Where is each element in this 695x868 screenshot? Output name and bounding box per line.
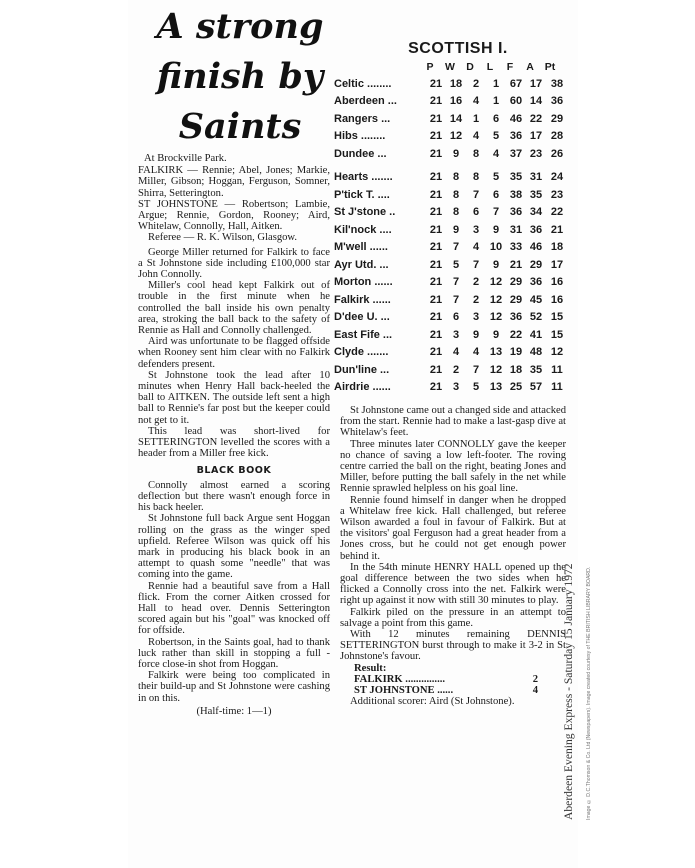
table-cell: 31 — [529, 171, 543, 184]
table-cell: 33 — [509, 241, 523, 254]
table-cell: 21 — [429, 77, 443, 90]
team-name: Falkirk ...... — [334, 293, 391, 306]
result-line-falkirk — [340, 674, 566, 685]
table-cell: 21 — [429, 130, 443, 143]
article-paragraph: Rennie found himself in danger when he dropped a Whitelaw free kick. Hall challenged, but referee Wilson awarded a foul in favour of Falkirk. But at the visitors' goal Ferguson had a great header from a Jones cross, but he could not get enough power behind it. — [340, 494, 566, 562]
table-cell: 16 — [550, 293, 564, 306]
result-team: ST JOHNSTONE ...... — [354, 685, 454, 697]
image-credit: Image © D.C.Thomson & Co. Ltd (Newspapers). Image created courtesy of THE BRITISH LIBRARY BOARD. — [586, 566, 592, 820]
team-name: Rangers ... — [334, 112, 391, 125]
article-paragraph: St Johnstone took the lead after 10 minutes when Henry Hall back-heeled the ball to AITKEN. The outside left sent a high ball to Rennie's far post but the keeper could not get to it. — [138, 369, 330, 426]
article-paragraph: Aird was unfortunate to be flagged offside when Rooney sent him clear with no Falkirk defenders present. — [138, 336, 330, 370]
team-name: Dundee ... — [334, 147, 387, 160]
table-cell: 21 — [429, 171, 443, 184]
league-table-header — [420, 61, 574, 75]
column-header: W — [445, 61, 455, 73]
table-cell: 7 — [492, 206, 500, 219]
article-paragraph: Rennie had a beautiful save from a Hall flick. From the corner Aitken crossed for Hall to head over. Dennis Setterington scored again but his "goal" was knocked off for offside. — [138, 580, 330, 637]
table-cell: 29 — [550, 112, 564, 125]
table-cell: 19 — [509, 346, 523, 359]
result-label: Result: — [354, 662, 387, 674]
article-column-2 — [340, 405, 566, 707]
table-row — [334, 239, 574, 257]
table-cell: 2 — [472, 276, 480, 289]
table-cell: 23 — [529, 147, 543, 160]
team-name: Kil'nock .... — [334, 223, 392, 236]
article-paragraph: Miller's cool head kept Falkirk out of trouble in the first minute when he controlled the ball inside his own penalty area, stroking the ball back to the safety of Rennie as Hall and Connolly challenged. — [138, 280, 330, 337]
table-cell: 7 — [452, 241, 460, 254]
result-score: 4 — [532, 685, 538, 697]
team-name: Airdrie ...... — [334, 381, 391, 394]
table-cell: 21 — [429, 206, 443, 219]
team-name: Clyde ....... — [334, 346, 389, 359]
table-cell: 15 — [550, 328, 564, 341]
table-row — [334, 256, 574, 274]
table-row — [334, 204, 574, 222]
table-cell: 5 — [452, 258, 460, 271]
table-cell: 35 — [529, 363, 543, 376]
table-cell: 21 — [429, 363, 443, 376]
table-cell: 36 — [509, 206, 523, 219]
table-cell: 9 — [472, 328, 480, 341]
team-name: P'tick T. .... — [334, 188, 390, 201]
table-row — [334, 274, 574, 292]
table-cell: 35 — [509, 171, 523, 184]
table-cell: 21 — [550, 223, 564, 236]
table-cell: 21 — [429, 311, 443, 324]
table-cell: 21 — [509, 258, 523, 271]
table-row — [334, 186, 574, 204]
table-row — [334, 145, 574, 163]
table-cell: 14 — [449, 112, 463, 125]
table-cell: 11 — [551, 381, 563, 394]
article-column-1 — [138, 153, 330, 717]
table-cell: 21 — [429, 241, 443, 254]
table-cell: 21 — [429, 328, 443, 341]
table-row — [334, 110, 574, 128]
table-row — [334, 379, 574, 397]
table-cell: 4 — [472, 130, 480, 143]
headline: A strong finish by Saints — [156, 6, 324, 147]
article-paragraph: With 12 minutes remaining DENNIS SETTERINGTON burst through to make it 3-2 in St Johnstone's favour. — [340, 629, 566, 663]
table-row — [334, 344, 574, 362]
table-cell: 29 — [509, 276, 523, 289]
half-time-score: (Half-time: 1—1) — [196, 705, 272, 717]
table-cell: 34 — [529, 206, 543, 219]
table-cell: 22 — [550, 206, 564, 219]
table-row — [334, 361, 574, 379]
table-cell: 4 — [472, 241, 480, 254]
table-cell: 4 — [452, 346, 460, 359]
table-cell: 9 — [452, 147, 460, 160]
table-cell: 22 — [529, 112, 543, 125]
team-name: Aberdeen ... — [334, 95, 397, 108]
table-cell: 41 — [529, 328, 543, 341]
table-cell: 6 — [472, 206, 480, 219]
table-cell: 29 — [529, 258, 543, 271]
table-cell: 21 — [429, 95, 443, 108]
table-cell: 4 — [472, 95, 480, 108]
table-cell: 3 — [452, 381, 460, 394]
table-row — [334, 75, 574, 93]
column-header: P — [426, 61, 434, 73]
team-name: M'well ...... — [334, 241, 388, 254]
table-cell: 7 — [452, 276, 460, 289]
table-cell: 3 — [472, 223, 480, 236]
column-header: F — [506, 61, 514, 73]
table-cell: 48 — [529, 346, 543, 359]
table-cell: 1 — [492, 77, 500, 90]
referee-line: Referee — R. K. Wilson, Glasgow. — [148, 232, 298, 244]
table-cell: 38 — [550, 77, 564, 90]
article-paragraph: Three minutes later CONNOLLY gave the keeper no chance of saving a low left-footer. The roving centre carried the ball on the right, beating Jones and Miller, before putting the ball safely in the net while Rennie sprawled helpless on his goal line. — [340, 438, 566, 495]
table-cell: 23 — [550, 188, 564, 201]
table-cell: 3 — [452, 328, 460, 341]
table-cell: 36 — [509, 130, 523, 143]
table-cell: 9 — [452, 223, 460, 236]
table-cell: 21 — [429, 346, 443, 359]
league-table-title: SCOTTISH I. — [408, 40, 508, 57]
team-name: Hearts ....... — [334, 171, 393, 184]
table-cell: 1 — [492, 95, 500, 108]
article-paragraph: This lead was short-lived for SETTERINGTON levelled the scores with a header from a Miller free kick. — [138, 425, 330, 460]
result-team: FALKIRK ............... — [354, 673, 446, 685]
team-name: Morton ...... — [334, 276, 393, 289]
table-cell: 12 — [449, 130, 463, 143]
table-cell: 12 — [489, 293, 503, 306]
table-cell: 5 — [492, 171, 500, 184]
table-cell: 17 — [529, 130, 543, 143]
table-cell: 8 — [472, 147, 480, 160]
table-cell: 57 — [529, 381, 543, 394]
table-cell: 35 — [529, 188, 543, 201]
table-cell: 6 — [492, 112, 500, 125]
table-row — [334, 309, 574, 327]
table-cell: 21 — [429, 381, 443, 394]
table-cell: 12 — [489, 276, 503, 289]
source-caption: Aberdeen Evening Express - Saturday 15 January 1972 — [562, 563, 575, 820]
table-row — [334, 93, 574, 111]
column-header: Pt — [544, 61, 556, 73]
table-cell: 24 — [550, 171, 564, 184]
table-cell: 52 — [529, 311, 543, 324]
table-row — [334, 291, 574, 309]
table-cell: 12 — [489, 311, 503, 324]
table-cell: 28 — [550, 130, 564, 143]
table-cell: 6 — [452, 311, 460, 324]
table-cell: 2 — [472, 77, 480, 90]
table-cell: 3 — [472, 311, 480, 324]
table-cell: 21 — [429, 147, 443, 160]
table-cell: 22 — [509, 328, 523, 341]
table-cell: 8 — [472, 171, 480, 184]
table-cell: 67 — [509, 77, 523, 90]
team-name: D'dee U. ... — [334, 311, 390, 324]
subheading-black-book: BLACK BOOK — [196, 465, 272, 477]
table-cell: 6 — [492, 188, 500, 201]
article-paragraph: George Miller returned for Falkirk to face a St Johnstone side including £100,000 star John Connolly. — [138, 246, 330, 281]
league-table-rows — [334, 75, 574, 396]
table-cell: 18 — [509, 363, 523, 376]
additional-scorer: Additional scorer: Aird (St Johnstone). — [350, 696, 515, 708]
table-cell: 31 — [509, 223, 523, 236]
table-cell: 37 — [509, 147, 523, 160]
table-cell: 1 — [472, 112, 480, 125]
team-name: Ayr Utd. ... — [334, 258, 389, 271]
table-cell: 16 — [550, 276, 564, 289]
table-cell: 7 — [472, 188, 480, 201]
table-row — [334, 128, 574, 146]
table-cell: 36 — [509, 311, 523, 324]
table-cell: 7 — [452, 293, 460, 306]
table-cell: 17 — [529, 77, 543, 90]
article-paragraph: St Johnstone came out a changed side and attacked from the start. Rennie had to make a last-gasp dive at Whitelaw's feet. — [340, 405, 566, 439]
table-cell: 21 — [429, 276, 443, 289]
table-cell: 12 — [489, 363, 503, 376]
table-cell: 13 — [489, 346, 503, 359]
article-paragraph: St Johnstone full back Argue sent Hoggan rolling on the grass as the winger sped upfield. Referee Wilson was quick off his mark in producing his black book in an attempt to quash some "needle" that was coming into the game. — [138, 513, 330, 581]
table-cell: 13 — [489, 381, 503, 394]
column-header: A — [526, 61, 534, 73]
table-cell: 10 — [489, 241, 503, 254]
table-row — [334, 221, 574, 239]
table-cell: 21 — [429, 112, 443, 125]
table-cell: 8 — [452, 206, 460, 219]
table-cell: 46 — [509, 112, 523, 125]
lineup-falkirk: FALKIRK — Rennie; Abel, Jones; Markie, Miller, Gibson; Hoggan, Ferguson, Somner, Shirra, Setterington. — [138, 165, 330, 199]
table-cell: 14 — [529, 95, 543, 108]
table-cell: 38 — [509, 188, 523, 201]
article-paragraph: Falkirk piled on the pressure in an attempt to salvage a point from this game. — [340, 606, 566, 629]
table-cell: 7 — [472, 363, 480, 376]
table-cell: 9 — [492, 223, 500, 236]
table-cell: 12 — [550, 346, 564, 359]
table-cell: 26 — [550, 147, 564, 160]
table-cell: 8 — [452, 188, 460, 201]
team-name: Hibs ........ — [334, 130, 386, 143]
table-cell: 21 — [429, 223, 443, 236]
article-paragraph: Connolly almost earned a scoring deflection but there wasn't enough force in his back heeler. — [138, 479, 330, 514]
table-cell: 7 — [472, 258, 480, 271]
venue-line: At Brockville Park. — [144, 153, 227, 164]
article-paragraph: Robertson, in the Saints goal, had to thank luck rather than skill in stopping a full - force close-in shot from Hoggan. — [138, 636, 330, 670]
result-score: 2 — [532, 673, 538, 685]
table-cell: 5 — [492, 130, 500, 143]
table-cell: 29 — [509, 293, 523, 306]
table-cell: 8 — [452, 171, 460, 184]
table-cell: 60 — [509, 95, 523, 108]
table-cell: 9 — [492, 328, 500, 341]
article-paragraph: Falkirk were being too complicated in their build-up and St Johnstone were cashing in on this. — [138, 670, 330, 704]
table-row — [334, 326, 574, 344]
table-cell: 18 — [550, 241, 564, 254]
table-cell: 36 — [529, 276, 543, 289]
table-cell: 4 — [492, 147, 500, 160]
table-cell: 25 — [509, 381, 523, 394]
table-row — [334, 169, 574, 187]
table-cell: 18 — [449, 77, 463, 90]
table-cell: 15 — [550, 311, 564, 324]
lineup-st-johnstone: ST JOHNSTONE — Robertson; Lambie, Argue; Rennie, Gordon, Rooney; Aird, Whitelaw, Connolly, Hall, Aitken. — [138, 198, 330, 233]
table-cell: 17 — [550, 258, 564, 271]
table-cell: 21 — [429, 293, 443, 306]
team-name: Celtic ........ — [334, 77, 392, 90]
team-name: St J'stone .. — [334, 206, 396, 219]
table-cell: 45 — [529, 293, 543, 306]
league-table — [334, 40, 574, 396]
table-cell: 36 — [550, 95, 564, 108]
team-name: Dun'line ... — [334, 363, 390, 376]
table-cell: 2 — [452, 363, 460, 376]
result-line-st-johnstone — [340, 685, 566, 696]
table-cell: 9 — [492, 258, 500, 271]
table-cell: 21 — [429, 188, 443, 201]
column-header: L — [486, 61, 494, 73]
table-cell: 46 — [529, 241, 543, 254]
table-cell: 5 — [472, 381, 480, 394]
table-cell: 11 — [551, 363, 563, 376]
column-header: D — [466, 61, 474, 73]
article-paragraph: In the 54th minute HENRY HALL opened up the goal difference between the two sides when he flicked a Connolly cross into the net. Falkirk were right up against it now with still 30 minutes to play. — [340, 561, 566, 607]
table-cell: 2 — [472, 293, 480, 306]
table-cell: 4 — [472, 346, 480, 359]
table-cell: 21 — [429, 258, 443, 271]
team-name: East Fife ... — [334, 328, 393, 341]
table-cell: 36 — [529, 223, 543, 236]
table-cell: 16 — [449, 95, 463, 108]
